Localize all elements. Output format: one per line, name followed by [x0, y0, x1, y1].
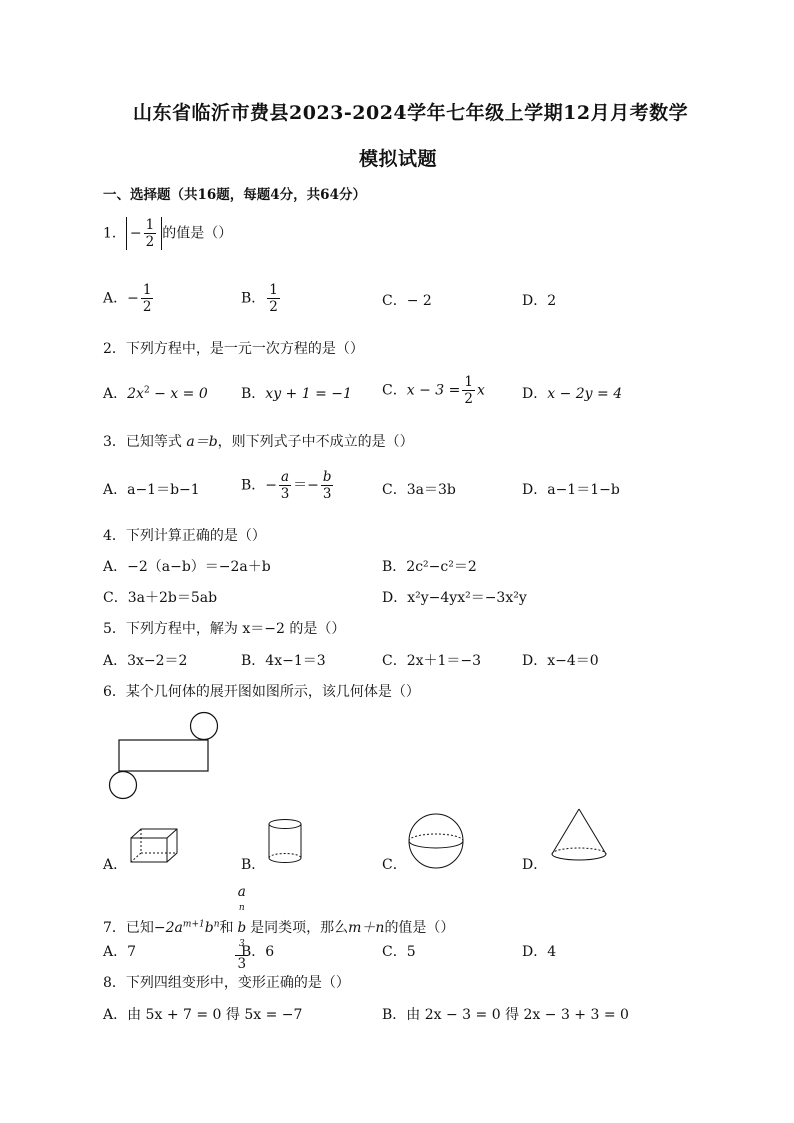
question-6: 6．某个几何体的展开图如图所示，该几何体是（）: [103, 684, 420, 700]
q3-text: ，则下列式子中不成立的是（）: [217, 434, 414, 450]
option-label: B．: [241, 290, 266, 307]
expr: xy + 1 = −1: [265, 386, 352, 402]
question-2: 2．下列方程中，是一元一次方程的是（）: [103, 341, 364, 357]
q7-option-b[interactable]: B．6: [241, 944, 275, 960]
page-title: 山东省临沂市费县2023-2024学年七年级上学期12月月考数学: [133, 102, 689, 124]
q3-option-b[interactable]: [241, 469, 335, 502]
q5-option-a[interactable]: A．3x−2＝2: [103, 653, 188, 669]
q6-option-b-label[interactable]: B．: [241, 857, 266, 873]
section-header: 一、选择题（共16题，每题4分，共64分）: [103, 187, 366, 203]
q4-option-b[interactable]: B．2c²−c²＝2: [382, 559, 477, 575]
var: b: [237, 919, 247, 936]
cylinder-icon[interactable]: [265, 818, 305, 868]
q1-tail: 的值是（）: [162, 225, 233, 242]
page-subtitle: 模拟试题: [359, 148, 438, 170]
q3-option-c[interactable]: C．3a＝3b: [382, 482, 456, 498]
q2c-fraction: [462, 374, 475, 407]
option-label: C．: [382, 382, 407, 399]
exponent: n: [238, 903, 245, 913]
option-label: A．: [103, 290, 128, 307]
q7-term: −2a: [153, 920, 183, 936]
frac-num: 1: [269, 282, 278, 298]
exponent: m+1: [182, 919, 205, 930]
q6-option-d-label[interactable]: D．: [522, 857, 548, 873]
frac-den: 3: [237, 956, 247, 972]
expr: x − 2y = 4: [547, 386, 623, 402]
frac-num: 1: [142, 282, 152, 298]
q3-option-a[interactable]: A．a−1＝b−1: [103, 482, 200, 498]
q8-option-b[interactable]: B．由 2x − 3 = 0 得 2x − 3 + 3 = 0: [382, 1007, 629, 1023]
expr: x: [476, 382, 485, 399]
option-label: B．: [241, 477, 266, 494]
q1-option-b[interactable]: [241, 282, 282, 315]
expr: − x = 0: [149, 386, 208, 402]
q2-option-c[interactable]: [382, 374, 485, 407]
question-3: [103, 431, 414, 451]
var: a: [237, 884, 246, 900]
q3-var: a＝b: [186, 434, 218, 450]
q1-number: 1．: [103, 225, 126, 242]
q2-option-d[interactable]: [522, 383, 622, 403]
cube-icon[interactable]: [128, 826, 180, 866]
sign: −: [265, 477, 278, 494]
q1a-fraction: [141, 282, 154, 315]
expr: x − 3 =: [406, 382, 461, 399]
exponent: 3: [238, 938, 245, 949]
q5-option-b[interactable]: B．4x−1＝3: [241, 653, 326, 669]
q4-option-c[interactable]: C．3a＋2b＝5ab: [103, 590, 218, 606]
q2-option-b[interactable]: [241, 383, 352, 403]
option-label: B．: [241, 386, 266, 402]
q1-frac-num: 1: [145, 217, 155, 233]
option-label: A．: [103, 386, 128, 402]
frac-den: 2: [142, 299, 152, 315]
option-label: D．: [522, 386, 548, 402]
q7-var: m＋n: [348, 920, 385, 936]
frac-den: 3: [322, 486, 332, 502]
net-diagram: [104, 709, 224, 803]
q1-option-a[interactable]: [103, 282, 155, 315]
q1-fraction: [144, 217, 157, 250]
q3b-fraction-2: [321, 469, 334, 502]
q3-option-d[interactable]: D．a−1＝1−b: [522, 482, 620, 498]
q1a-sign: −: [127, 290, 139, 307]
q7-term: b: [204, 920, 214, 936]
q1-frac-den: 2: [145, 234, 155, 250]
q8-option-a[interactable]: A．由 5x + 7 = 0 得 5x = −7: [103, 1007, 303, 1023]
q1b-fraction: [267, 282, 280, 315]
q7-text: 的值是（）: [384, 920, 455, 936]
q1-option-c[interactable]: C．− 2: [382, 293, 432, 309]
frac-den: 2: [269, 299, 278, 315]
question-5: 5．下列方程中，解为 x＝−2 的是（）: [103, 621, 346, 637]
frac-num: a: [281, 469, 290, 485]
q4-option-a[interactable]: A．−2（a−b）＝−2a＋b: [103, 559, 271, 575]
q7-text: 和: [219, 920, 234, 936]
exponent: 2: [143, 385, 150, 396]
q7-option-a[interactable]: A．7: [103, 944, 137, 960]
q7-text: 7．已知: [103, 920, 154, 936]
q3b-fraction-1: [279, 469, 291, 502]
q1-minus: −: [129, 225, 142, 242]
q6-option-c-label[interactable]: C．: [382, 857, 407, 873]
frac-num: 1: [464, 374, 473, 390]
question-8: 8．下列四组变形中，变形正确的是（）: [103, 975, 350, 991]
exponent: n: [213, 919, 220, 930]
expr: 2x: [127, 386, 144, 402]
q7-option-c[interactable]: C．5: [382, 944, 416, 960]
frac-den: 2: [464, 391, 473, 407]
q7-option-d[interactable]: D．4: [522, 944, 557, 960]
frac-num: b: [322, 469, 332, 485]
q5-option-d[interactable]: D．x−4＝0: [522, 653, 599, 669]
q2-option-a[interactable]: [103, 383, 208, 403]
eq: ＝−: [293, 477, 319, 494]
cone-icon[interactable]: [548, 806, 610, 864]
sphere-icon[interactable]: [406, 812, 466, 870]
absolute-value: [126, 217, 162, 250]
question-1: [103, 217, 232, 250]
q6-option-a-label[interactable]: A．: [103, 857, 128, 873]
q1-option-d[interactable]: D．2: [522, 293, 557, 309]
q5-option-c[interactable]: C．2x＋1＝−3: [382, 653, 482, 669]
q7-text: 是同类项，那么: [250, 920, 349, 936]
q3-text: 3．已知等式: [103, 434, 187, 450]
question-4: 4．下列计算正确的是（）: [103, 528, 266, 544]
q4-option-d[interactable]: D．x²y−4yx²＝−3x²y: [382, 590, 527, 606]
frac-den: 3: [280, 486, 290, 502]
